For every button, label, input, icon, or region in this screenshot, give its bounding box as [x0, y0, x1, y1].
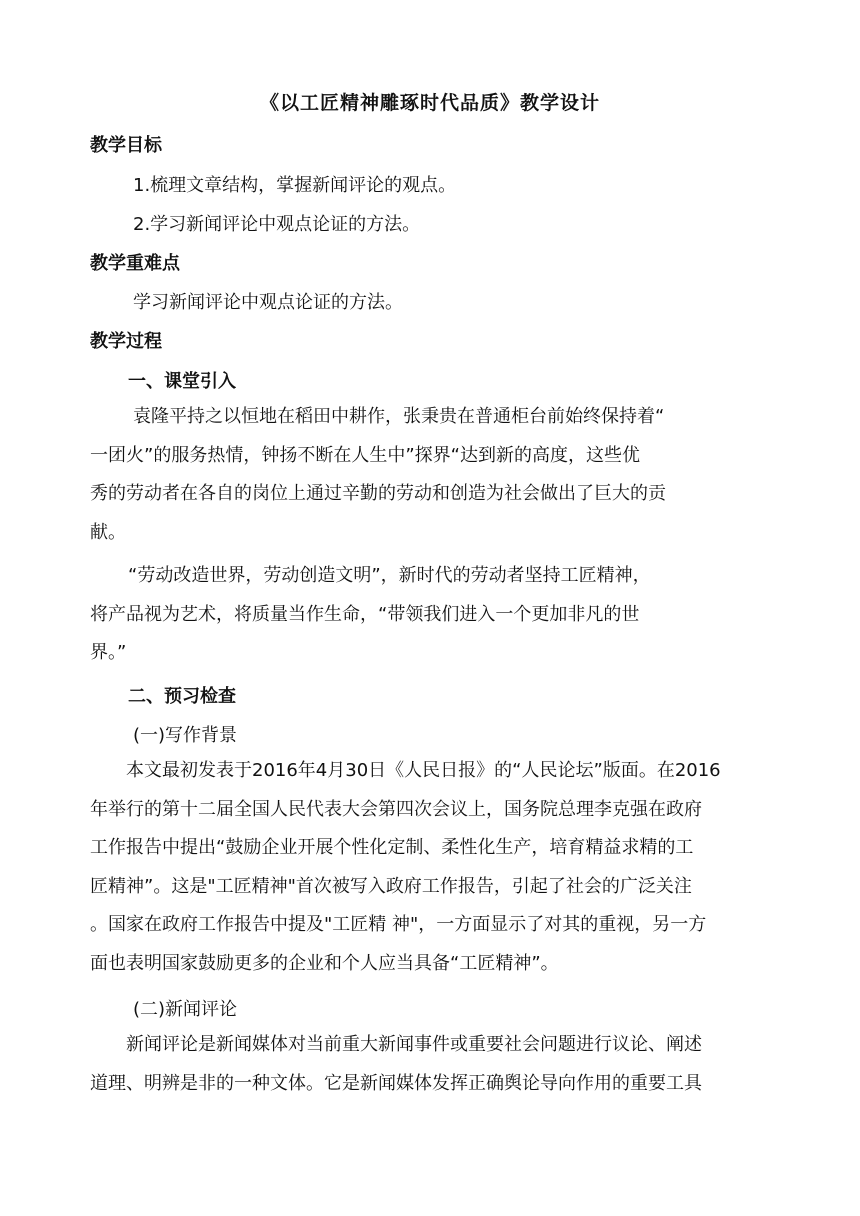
goal-item-1: 1.梳理文章结构，掌握新闻评论的观点。	[133, 175, 457, 196]
difficulty-heading: 教学重难点	[90, 253, 180, 274]
text-line: 献。	[90, 521, 126, 543]
goals-heading: 教学目标	[90, 135, 162, 156]
document-title: 《以工匠精神雕琢时代品质》教学设计	[259, 92, 600, 114]
text-line: 。国家在政府工作报告中提及"工匠精 神"，一方面显示了对其的重视，另一方	[90, 914, 707, 935]
intro-paragraph-2	[90, 557, 780, 673]
background-paragraph	[90, 752, 780, 983]
news-subheading: (二)新闻评论	[133, 999, 238, 1020]
text-line: 新闻评论是新闻媒体对当前重大新闻事件或重要社会问题进行议论、阐述	[126, 1034, 702, 1055]
text-line: 面也表明国家鼓励更多的企业和个人应当具备“工匠精神”。	[90, 952, 559, 974]
text-line: 秀的劳动者在各自的岗位上通过辛勤的劳动和创造为社会做出了巨大的贡	[90, 483, 666, 504]
text-line: 本文最初发表于2016年4月30日《人民日报》的“人民论坛”版面。在2016	[126, 760, 721, 781]
text-line: 匠精神”。这是"工匠精神"首次被写入政府工作报告，引起了社会的广泛关注	[90, 875, 692, 897]
difficulty-text: 学习新闻评论中观点论证的方法。	[133, 292, 403, 313]
text-line: 将产品视为艺术，将质量当作生命，“带领我们进入一个更加非凡的世	[90, 603, 640, 625]
text-line: 年举行的第十二届全国人民代表大会第四次会议上，国务院总理李克强在政府	[90, 798, 702, 820]
text-line: “劳动改造世界，劳动创造文明”，新时代的劳动者坚持工匠精神，	[128, 565, 651, 586]
intro-paragraph-1	[90, 398, 780, 552]
step2-heading: 二、预习检查	[128, 686, 236, 707]
text-line: 袁隆平持之以恒地在稻田中耕作，张秉贵在普通柜台前始终保持着“	[133, 406, 665, 427]
background-subheading: (一)写作背景	[133, 725, 238, 746]
step1-heading: 一、课堂引入	[128, 371, 236, 392]
text-line: 界。”	[90, 642, 127, 663]
goal-item-2: 2.学习新闻评论中观点论证的方法。	[133, 214, 421, 235]
process-heading: 教学过程	[90, 331, 162, 352]
text-line: 工作报告中提出“鼓励企业开展个性化定制、柔性化生产，培育精益求精的工	[90, 837, 694, 858]
text-line: 一团火”的服务热情，钟扬不断在人生中”探界“达到新的高度，这些优	[90, 444, 640, 466]
text-line: 道理、明辨是非的一种文体。它是新闻媒体发挥正确舆论导向作用的重要工具	[90, 1072, 702, 1094]
news-paragraph	[90, 1026, 780, 1103]
